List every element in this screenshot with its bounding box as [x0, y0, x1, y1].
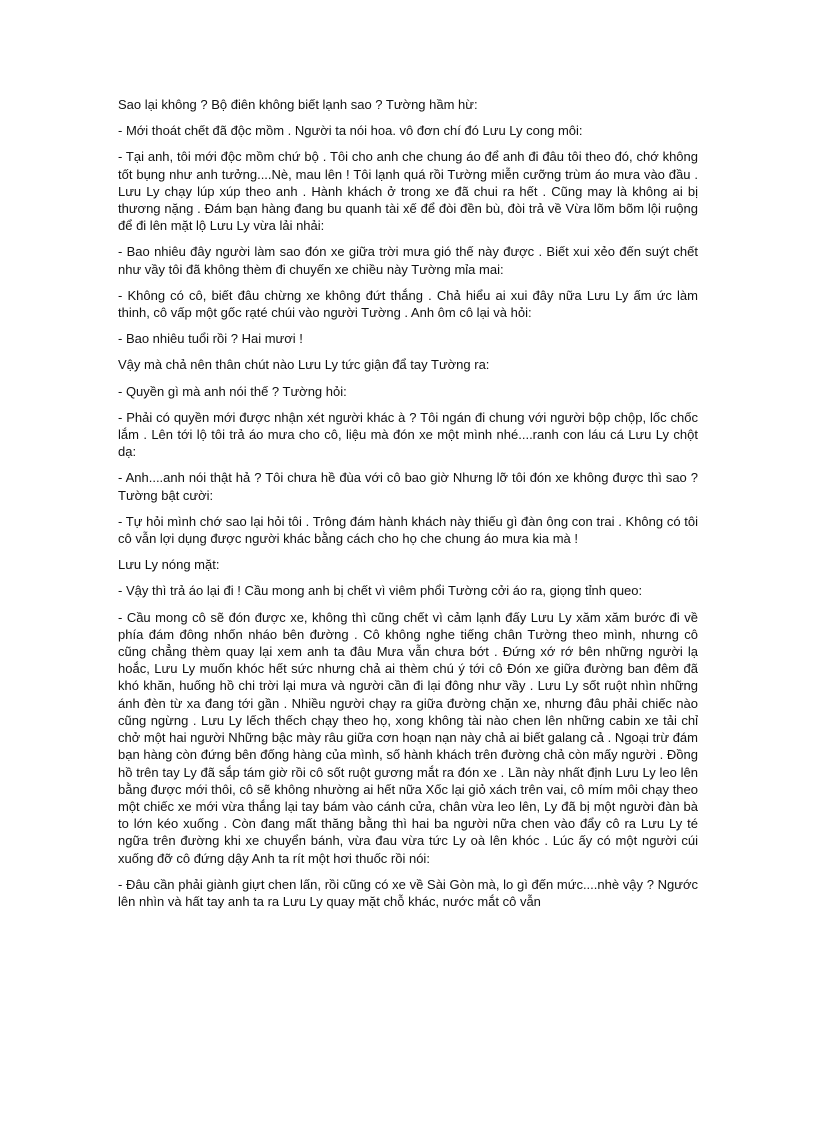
paragraph: - Tự hỏi mình chớ sao lại hỏi tôi . Trông đám hành khách này thiếu gì đàn ông con trai . Không có tôi cô vẫn lợi dụng được người khác bằng cách cho họ che chung áo mưa kia mà ! — [118, 513, 698, 547]
document-page — [118, 96, 698, 910]
paragraph: - Anh....anh nói thật hả ? Tôi chưa hề đùa với cô bao giờ Nhưng lỡ tôi đón xe không được thì sao ? Tường bật cười: — [118, 470, 698, 503]
paragraph: Vậy mà chả nên thân chút nào Lưu Ly tức giận đẩ tay Tường ra: — [118, 357, 490, 373]
paragraph: - Không có cô, biết đâu chừng xe không đứt thắng . Chả hiểu ai xui đây nữa Lưu Ly ấm ức làm thinh, cô vấp một gốc rạté chúi vào người Tường . Anh ôm cô lại và hỏi: — [118, 287, 698, 321]
paragraph: Sao lại không ? Bộ điên không biết lạnh sao ? Tường hầm hừ: — [118, 97, 478, 112]
paragraph: - Đâu cần phải giành giựt chen lấn, rồi cũng có xe về Sài Gòn mà, lo gì đến mức....nhè vậy ? Ngước lên nhìn và hất tay anh ta ra Lưu Ly quay mặt chỗ khác, nước mắt cô vẫn — [118, 876, 698, 909]
paragraph: Lưu Ly nóng mặt: — [118, 557, 220, 573]
paragraph: - Quyền gì mà anh nói thế ? Tường hỏi: — [118, 383, 347, 399]
paragraph: - Tại anh, tôi mới độc mồm chứ bộ . Tôi cho anh che chung áo để anh đi đâu tôi theo đó, chớ không tốt bụng như anh tưởng....Nè, mau lên ! Tôi lạnh quá rồi Tường miễn cưỡng trùm áo mưa vào đầu . Lưu Ly chạy lúp xúp theo anh . Hành khách ở trong xe đã chui ra hết . Cũng may là không ai bị thương nặng . Đám bạn hàng đang bu quanh tài xế để đòi đền bù, đòi trả về Vừa lõm bõm lội ruộng để đi lên mặt lộ Lưu Ly vừa lải nhải: — [118, 149, 698, 234]
paragraph: - Cầu mong cô sẽ đón được xe, không thì cũng chết vì cảm lạnh đấy Lưu Ly xăm xăm bước đi về phía đám đông nhốn nháo bên đường . Cô không nghe tiếng chân Tường theo mình, nhưng cô cũng chẳng thèm quay lại xem anh ta đâu Mưa vẫn chưa bớt . Đứng xớ rớ bên những người lạ hoắc, Lưu Ly muốn khóc hết sức nhưng chả ai thèm chú ý tới cô Đón xe giữa đường ban đêm đã khó khăn, huống hồ chi trời lại mưa và người cần đi lại đông như vầy . Lưu Ly sốt ruột nhìn những ánh đèn từ xa đang tới gần . Nhiều người chạy ra giữa đường chặn xe, nhưng đâu phải chiếc nào cũng ngừng . Lưu Ly lếch thếch chạy theo họ, xong không tài nào chen lên những cabin xe tải chỉ chở một hai người Những bậc mày râu giữa cơn hoạn nạn này chả ai biết galang cả . Ngoại trừ đám bạn hàng còn đứng bên đống hàng của mình, số hành khách trên đường chả còn mấy người . Đồng hồ trên tay Ly đã sắp tám giờ rồi cô sốt ruột gương mắt ra đón xe . Lần này nhất định Lưu Ly leo lên bằng được mới thôi, cô sẽ không nhường ai hết nữa Xốc lại giỏ xách trên vai, cô mím môi chạy theo một chiếc xe mới vừa thắng lại tay bám vào cánh cửa, chân vừa leo lên, Ly đã bị một người đàn bà to lớn kéo xuống . Còn đang mất thăng bằng thì hai ba người nữa chen vào đẩy cô ra Lưu Ly té ngữa trên đường khi xe chuyển bánh, vừa đau vừa tức Ly oà lên khóc . Lúc ấy có một người cúi xuống đỡ cô đứng dậy Anh ta rít một hơi thuốc rồi nói: — [118, 609, 698, 866]
paragraph: - Vậy thì trả áo lại đi ! Cầu mong anh bị chết vì viêm phổi Tường cởi áo ra, giọng tỉnh queo: — [118, 583, 643, 599]
paragraph: - Mới thoát chết đã độc mồm . Người ta nói hoa. vô đơn chí đó Lưu Ly cong môi: — [118, 123, 583, 139]
paragraph: - Phải có quyền mới được nhận xét người khác à ? Tôi ngán đi chung với người bộp chộp, lốc chốc lắm . Lên tới lộ tôi trả áo mưa cho cô, liệu mà đón xe một mình nhé....ranh con láu cá Lưu Ly chột dạ: — [118, 409, 698, 460]
paragraph: - Bao nhiêu đây người làm sao đón xe giữa trời mưa gió thế này được . Biết xui xẻo đến suýt chết như vầy tôi đã không thèm đi chuyến xe chiều này Tường mỉa mai: — [118, 244, 698, 277]
paragraph: - Bao nhiêu tuổi rồi ? Hai mươi ! — [118, 331, 303, 347]
